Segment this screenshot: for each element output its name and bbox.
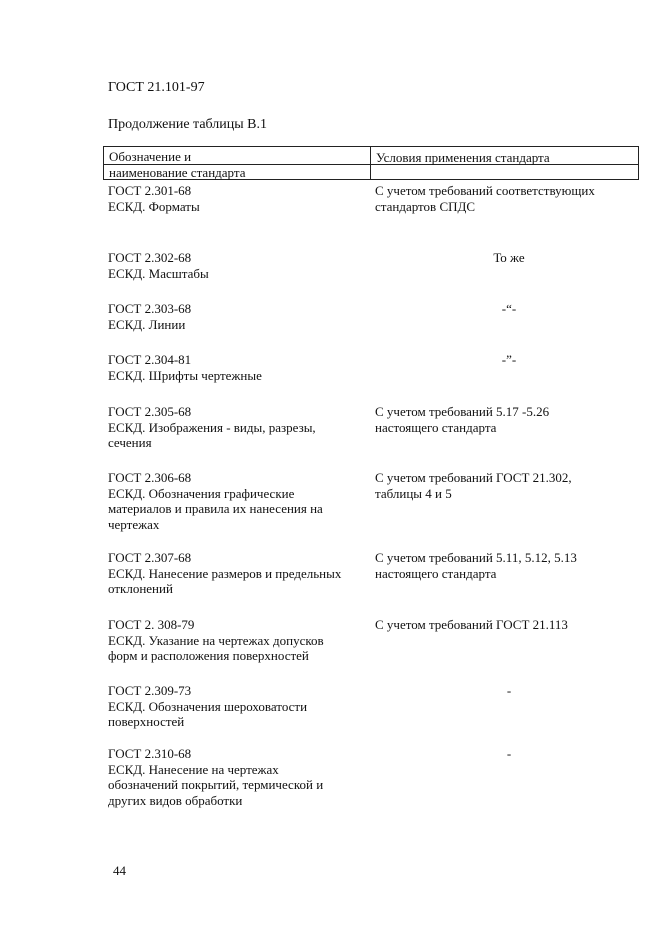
standard-code: ГОСТ 2.309-73 xyxy=(108,683,192,698)
condition-cell xyxy=(375,617,625,633)
condition-cell xyxy=(375,352,643,368)
standard-cell xyxy=(108,746,363,808)
standard-name-line: ЕСКД. Масштабы xyxy=(108,265,209,281)
standard-name-line: ЕСКД. Линии xyxy=(108,316,186,332)
condition-line: С учетом требований 5.17 -5.26 xyxy=(375,404,550,419)
condition-cell xyxy=(375,746,643,762)
standard-name-line: обозначений покрытий, термической и xyxy=(108,777,324,792)
standard-code: ГОСТ 2.301-68 xyxy=(108,183,192,198)
standard-code: ГОСТ 2.306-68 xyxy=(108,470,192,485)
table-header-designation xyxy=(104,147,371,179)
standard-name-line: ЕСКД. Нанесение на чертежах xyxy=(108,761,279,777)
table-header-designation-line2: наименование стандарта xyxy=(109,165,246,180)
condition-line: стандартов СПДС xyxy=(375,198,476,214)
standard-cell xyxy=(108,404,363,451)
standard-name-line: ЕСКД. Обозначения графические xyxy=(108,485,295,501)
condition-cell xyxy=(375,183,625,214)
table-continuation-caption: Продолжение таблицы В.1 xyxy=(108,117,268,132)
condition-cell xyxy=(375,301,643,317)
condition-line: С учетом требований ГОСТ 21.113 xyxy=(375,617,568,632)
standard-name-line: материалов и правила их нанесения на xyxy=(108,501,323,516)
standard-name-line: чертежах xyxy=(108,516,160,532)
standard-name-line: отклонений xyxy=(108,581,173,596)
standard-code: ГОСТ 2.310-68 xyxy=(108,746,192,761)
table-header-conditions: Условия применения стандарта xyxy=(376,150,550,165)
standard-cell xyxy=(108,301,363,332)
condition-cell xyxy=(375,404,625,435)
condition-line: -”- xyxy=(501,352,517,367)
standard-code: ГОСТ 2.302-68 xyxy=(108,250,192,265)
condition-line: С учетом требований 5.11, 5.12, 5.13 xyxy=(375,550,577,565)
standard-cell xyxy=(108,352,363,383)
condition-line: таблицы 4 и 5 xyxy=(375,485,452,501)
standard-name-line: форм и расположения поверхностей xyxy=(108,648,309,663)
document-code: ГОСТ 21.101-97 xyxy=(108,80,205,95)
condition-line: настоящего стандарта xyxy=(375,565,497,581)
standard-code: ГОСТ 2.305-68 xyxy=(108,404,192,419)
condition-line: настоящего стандарта xyxy=(375,419,497,435)
standard-name-line: ЕСКД. Обозначения шероховатости xyxy=(108,698,308,714)
condition-line: -“- xyxy=(501,301,517,316)
standard-cell xyxy=(108,550,363,597)
table-header-designation-line1: Обозначение и xyxy=(109,149,192,164)
standard-cell xyxy=(108,250,363,281)
standard-cell xyxy=(108,683,363,730)
standard-cell xyxy=(108,470,363,532)
standard-code: ГОСТ 2.304-81 xyxy=(108,352,192,367)
standard-name-line: сечения xyxy=(108,435,152,450)
condition-cell xyxy=(375,550,625,581)
standard-code: ГОСТ 2. 308-79 xyxy=(108,617,195,632)
condition-cell xyxy=(375,683,643,699)
standard-code: ГОСТ 2.303-68 xyxy=(108,301,192,316)
condition-line: То же xyxy=(493,250,525,265)
standard-cell xyxy=(108,617,363,664)
standard-name-line: ЕСКД. Указание на чертежах допусков xyxy=(108,632,324,648)
standard-cell xyxy=(108,183,363,214)
standard-code: ГОСТ 2.307-68 xyxy=(108,550,192,565)
page-number: 44 xyxy=(113,863,126,878)
condition-line: - xyxy=(506,746,512,761)
condition-cell xyxy=(375,250,643,266)
standard-name-line: ЕСКД. Изображения - виды, разрезы, xyxy=(108,419,316,435)
condition-line: С учетом требований ГОСТ 21.302, xyxy=(375,470,572,485)
standard-name-line: поверхностей xyxy=(108,714,185,729)
condition-line: С учетом требований соответствующих xyxy=(375,183,595,198)
standard-name-line: ЕСКД. Нанесение размеров и предельных xyxy=(108,565,342,581)
standard-name-line: других видов обработки xyxy=(108,792,243,808)
condition-line: - xyxy=(506,683,512,698)
standard-name-line: ЕСКД. Шрифты чертежные xyxy=(108,367,262,383)
condition-cell xyxy=(375,470,625,501)
table-header xyxy=(103,146,639,180)
standard-name-line: ЕСКД. Форматы xyxy=(108,198,200,214)
